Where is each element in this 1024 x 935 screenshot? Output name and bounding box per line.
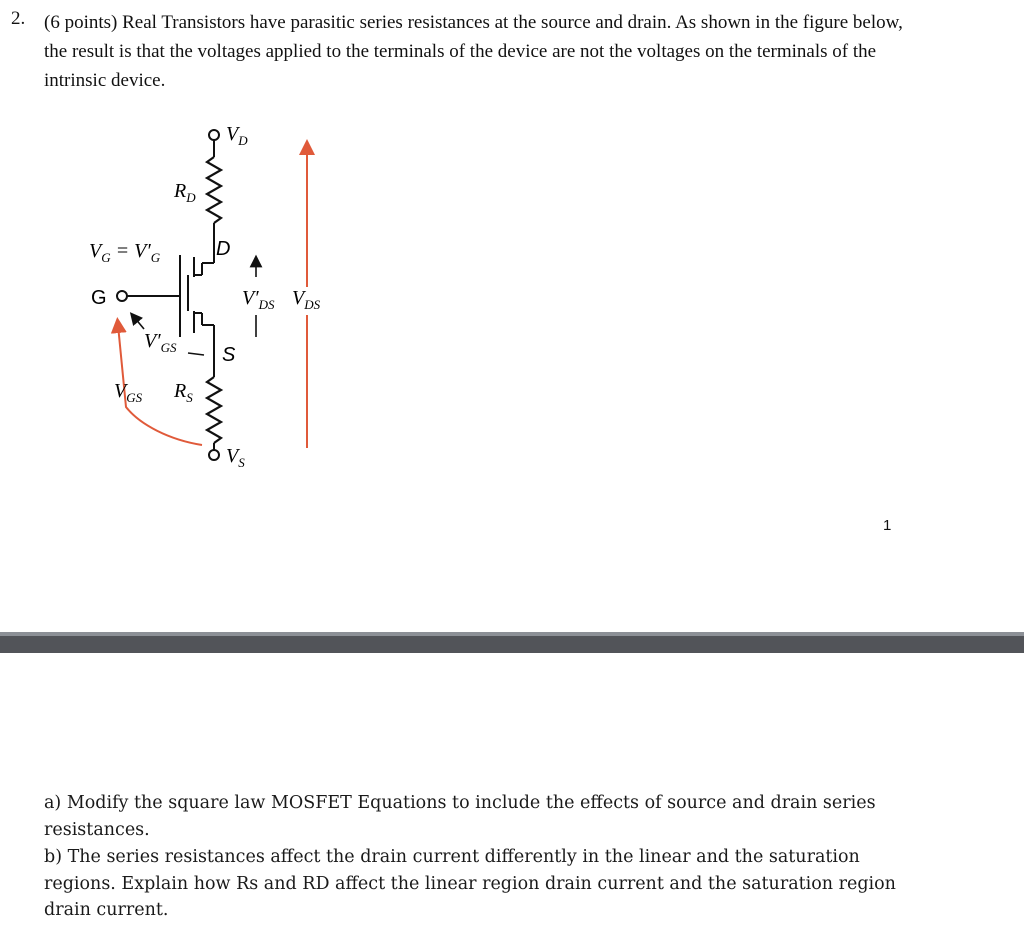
vds-intrinsic-label: $V'_{DS}$: [242, 287, 275, 312]
source-terminal: [209, 450, 219, 460]
vgs-intrinsic-label: $V'_{GS}$: [144, 330, 177, 355]
vd-label: $V_D$: [226, 123, 248, 148]
vs-label: $V_S$: [226, 445, 245, 470]
drain-label: D: [216, 238, 231, 260]
rd-label: $R_D$: [174, 180, 196, 205]
parts-page: [0, 653, 1024, 935]
gate-terminal: [117, 291, 127, 301]
vg-equation-label: $V_G = V'_G$: [89, 240, 161, 265]
question-number: 2.: [11, 8, 26, 29]
page-separator-bar: [0, 636, 1024, 653]
question-text: (6 points) Real Transistors have parasitic series resistances at the source and drain. As shown in the figure below, the result is that the voltages applied to the terminals of the device are not the voltages on the terminals of the intrinsic device.: [44, 12, 903, 91]
rs-label: $R_S$: [174, 380, 193, 405]
vgs-label: $V_{GS}$: [114, 380, 143, 405]
vds-label: $V_{DS}$: [292, 287, 321, 312]
vgs-intrinsic-arrow: [134, 317, 144, 329]
mosfet-series-resistance-figure: [70, 115, 370, 475]
rs-resistor: [207, 377, 221, 443]
source-label: S: [222, 344, 236, 366]
part-a-text: a) Modify the square law MOSFET Equations to include the effects of source and drain series resistances.: [44, 793, 876, 840]
drain-terminal: [209, 130, 219, 140]
gate-label: G: [91, 287, 107, 309]
page-number: 1: [883, 517, 892, 534]
part-b-text: b) The series resistances affect the drain current differently in the linear and the saturation regions. Explain how Rs and RD affect the linear region drain current and the saturation region drain current.: [44, 847, 896, 920]
rd-resistor: [207, 157, 221, 223]
